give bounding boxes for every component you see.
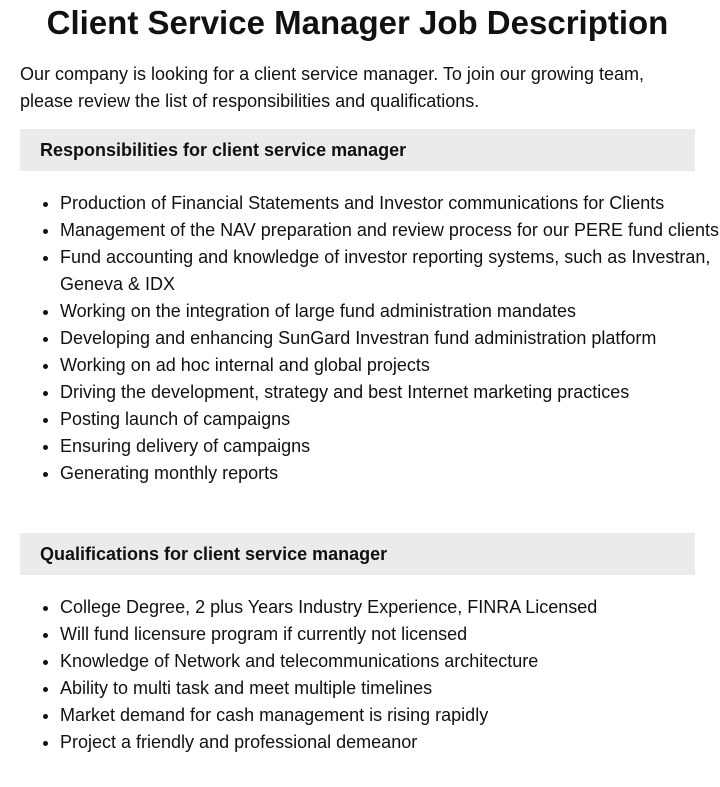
- list-item: • Developing and enhancing SunGard Investran fund administration platform: [60, 325, 720, 352]
- list-item: • College Degree, 2 plus Years Industry Experience, FINRA Licensed: [60, 594, 720, 621]
- list-item: • Working on ad hoc internal and global projects: [60, 352, 720, 379]
- list-item: • Driving the development, strategy and best Internet marketing practices: [60, 379, 720, 406]
- responsibilities-heading: Responsibilities for client service manager: [20, 129, 695, 171]
- list-item: • Management of the NAV preparation and review process for our PERE fund clients: [60, 217, 720, 244]
- list-item: • Knowledge of Network and telecommunications architecture: [60, 648, 720, 675]
- responsibilities-list: [20, 190, 720, 487]
- list-item: • Working on the integration of large fund administration mandates: [60, 298, 720, 325]
- page-title: Client Service Manager Job Description: [46, 4, 669, 41]
- list-item: • Production of Financial Statements and Investor communications for Clients: [60, 190, 720, 217]
- list-item: • Generating monthly reports: [60, 460, 720, 487]
- list-item: • Market demand for cash management is rising rapidly: [60, 702, 720, 729]
- intro-text: Our company is looking for a client service manager. To join our growing team, please review the list of responsibilities and qualifications.: [20, 64, 644, 111]
- list-item: • Fund accounting and knowledge of investor reporting systems, such as Investran, Geneva & IDX: [60, 244, 720, 298]
- list-item: • Ensuring delivery of campaigns: [60, 433, 720, 460]
- list-item: • Will fund licensure program if currently not licensed: [60, 621, 720, 648]
- list-item: • Ability to multi task and meet multiple timelines: [60, 675, 720, 702]
- list-item: • Posting launch of campaigns: [60, 406, 720, 433]
- qualifications-list: [20, 594, 720, 756]
- list-item: • Project a friendly and professional demeanor: [60, 729, 720, 756]
- qualifications-heading: Qualifications for client service manager: [20, 533, 695, 575]
